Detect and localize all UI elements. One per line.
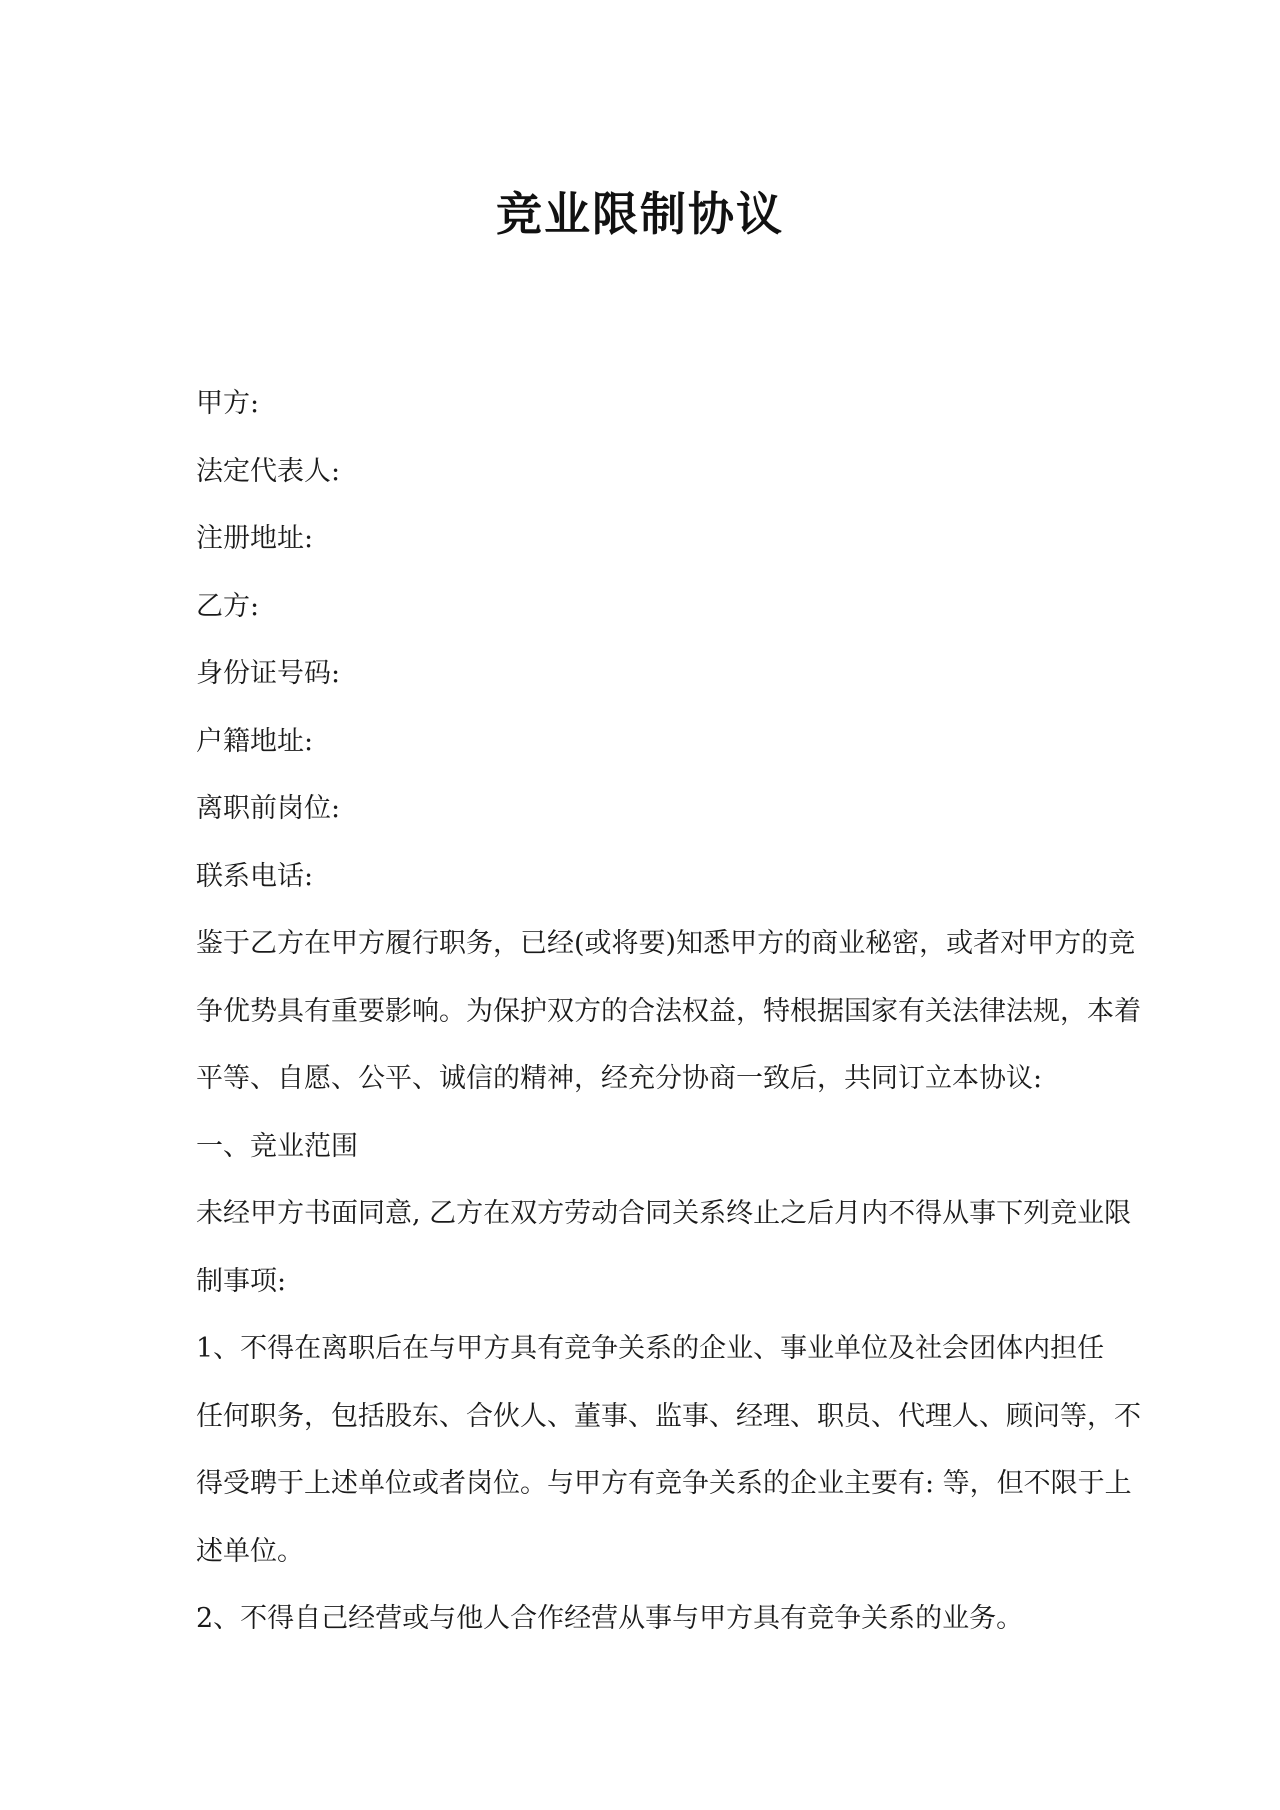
party-b-label: 乙方: bbox=[196, 590, 260, 622]
clause-2-line: 2、不得自己经营或与他人合作经营从事与甲方具有竞争关系的业务。 bbox=[196, 1603, 1024, 1634]
phone-label: 联系电话: bbox=[196, 860, 314, 892]
preamble-line: 平等、自愿、公平、诚信的精神，经充分协商一致后，共同订立本协议: bbox=[196, 1063, 1043, 1094]
clause-1-line: 1、不得在离职后在与甲方具有竞争关系的企业、事业单位及社会团体内担任 bbox=[196, 1333, 1105, 1364]
scope-paragraph-line: 制事项: bbox=[196, 1265, 287, 1297]
household-address-label: 户籍地址: bbox=[196, 725, 314, 757]
preamble-line: 争优势具有重要影响。为保护双方的合法权益，特根据国家有关法律法规，本着 bbox=[196, 995, 1141, 1027]
previous-position-label: 离职前岗位: bbox=[196, 793, 341, 824]
legal-representative-label: 法定代表人: bbox=[196, 455, 341, 487]
clause-1-line: 述单位。 bbox=[196, 1535, 304, 1567]
document-title: 竞业限制协议 bbox=[496, 187, 784, 241]
clause-1-line: 任何职务，包括股东、合伙人、董事、监事、经理、职员、代理人、顾问等，不 bbox=[196, 1400, 1141, 1432]
registered-address-label: 注册地址: bbox=[196, 523, 314, 554]
section-heading-scope: 一、竞业范围 bbox=[196, 1130, 358, 1162]
document-body bbox=[196, 370, 1141, 1653]
clause-1-line: 得受聘于上述单位或者岗位。与甲方有竞争关系的企业主要有: 等，但不限于上 bbox=[196, 1468, 1132, 1499]
party-a-label: 甲方: bbox=[196, 388, 260, 419]
scope-paragraph-line: 未经甲方书面同意, 乙方在双方劳动合同关系终止之后月内不得从事下列竞业限 bbox=[196, 1198, 1132, 1229]
preamble-line: 鉴于乙方在甲方履行职务，已经(或将要)知悉甲方的商业秘密，或者对甲方的竞 bbox=[196, 928, 1136, 959]
id-number-label: 身份证号码: bbox=[196, 658, 341, 689]
